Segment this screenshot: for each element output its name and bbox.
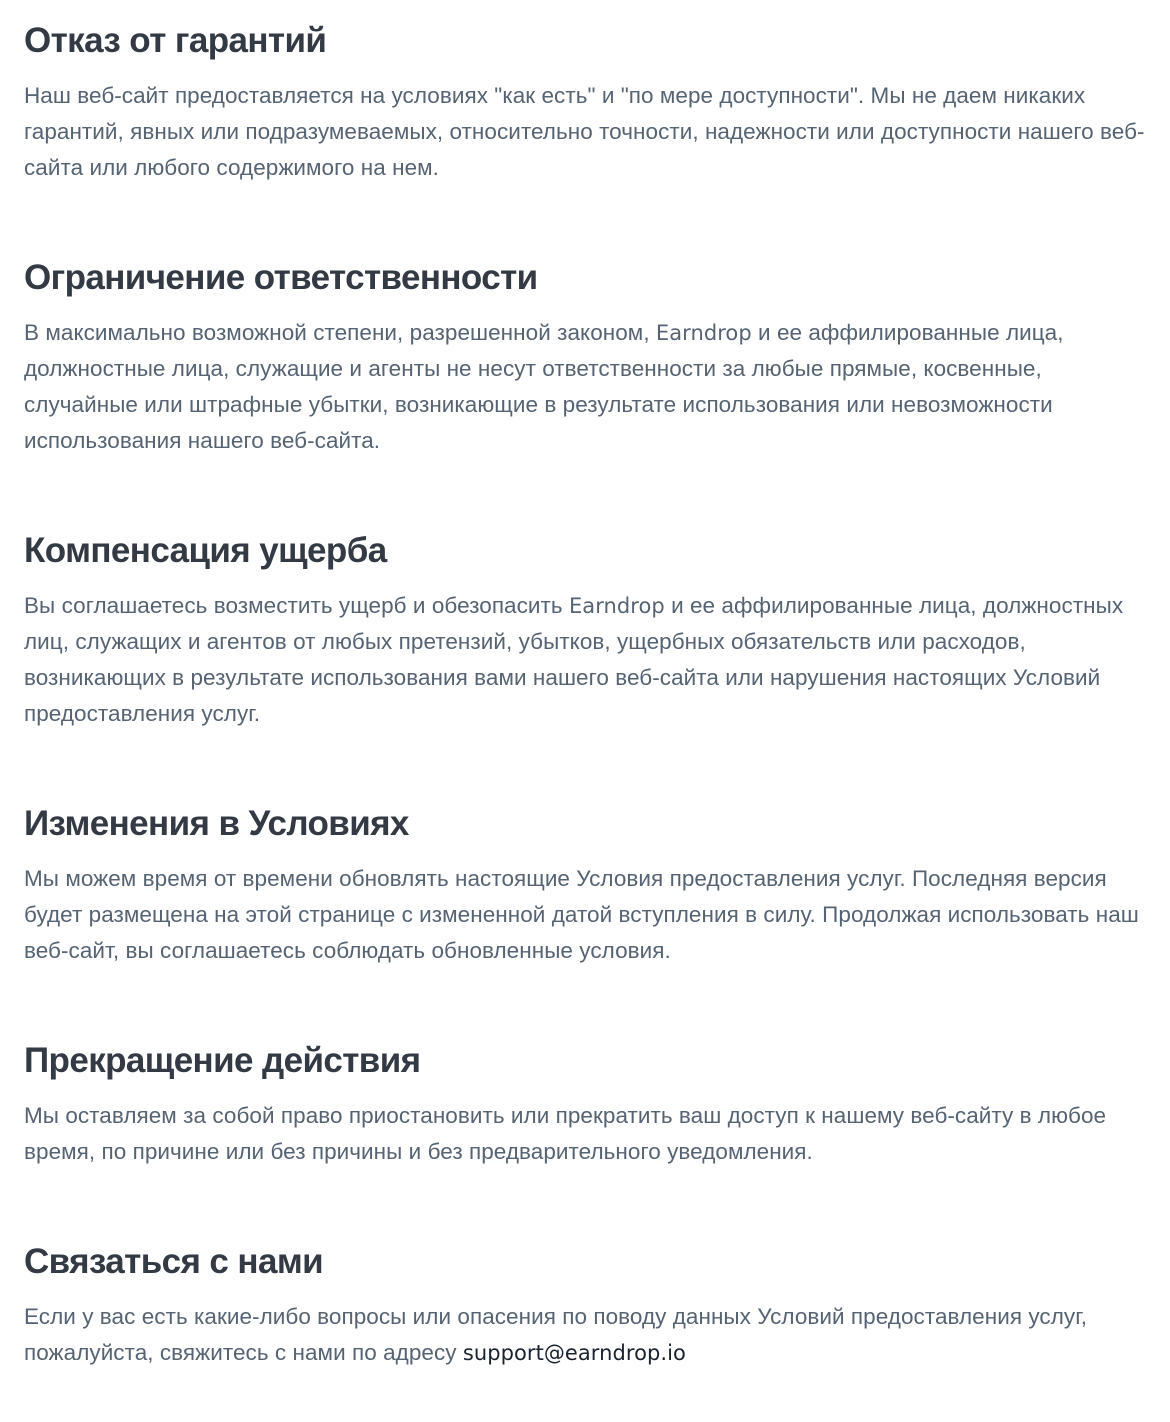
section-body: Мы можем время от времени обновлять настоящие Условия предоставления услуг. Последняя версия будет размещена на этой странице с измененной датой вступления в силу. Продолжая использовать наш веб-сайт, вы соглашаетесь соблюдать обновленные условия.: [24, 866, 1139, 963]
section-body: [24, 588, 1146, 732]
section-termination: [24, 1040, 1146, 1170]
section-title: Ограничение ответственности: [24, 258, 538, 297]
section-changes-to-terms: [24, 803, 1146, 969]
section-title: Компенсация ущерба: [24, 531, 387, 570]
body-text: Вы соглашаетесь возместить ущерб и обезопасить: [24, 593, 569, 618]
section-body: Наш веб-сайт предоставляется на условиях "как есть" и "по мере доступности". Мы не даем никаких гарантий, явных или подразумеваемых, относительно точности, надежности или доступности нашего веб-сайта или любого содержимого на нем.: [24, 83, 1145, 180]
brand-name: Earndrop: [655, 321, 752, 345]
support-email-link[interactable]: support@earndrop.io: [462, 1341, 686, 1365]
section-indemnification: [24, 530, 1146, 732]
brand-name: Earndrop: [568, 594, 665, 618]
body-text: Если у вас есть какие-либо вопросы или опасения по поводу данных Условий предоставления услуг, пожалуйста, свяжитесь с нами по адресу: [24, 1304, 1088, 1365]
section-contact-us: [24, 1241, 1146, 1371]
section-title: Изменения в Условиях: [24, 804, 409, 843]
section-limitation-of-liability: [24, 257, 1146, 459]
section-body: Мы оставляем за собой право приостановить или прекратить ваш доступ к нашему веб-сайту в любое время, по причине или без причины и без предварительного уведомления.: [24, 1103, 1107, 1164]
section-title: Связаться с нами: [24, 1242, 324, 1281]
section-title: Отказ от гарантий: [24, 21, 327, 60]
section-disclaimer: [24, 0, 1146, 186]
section-title: Прекращение действия: [24, 1041, 421, 1080]
body-text: и ее аффилированные лица, должностных лиц, служащих и агентов от любых претензий, убытков, ущербных обязательств или расходов, возникающих в результате использования вами нашего веб-сайта или нарушения настоящих Условий предоставления услуг.: [24, 593, 1124, 726]
body-text: В максимально возможной степени, разрешенной законом,: [24, 320, 656, 345]
section-body: [24, 1299, 1146, 1371]
body-text: и ее аффилированные лица, должностные лица, служащие и агенты не несут ответственности за любые прямые, косвенные, случайные или штрафные убытки, возникающие в результате использования или невозможности использования нашего веб-сайта.: [24, 320, 1064, 453]
section-body: [24, 315, 1146, 459]
